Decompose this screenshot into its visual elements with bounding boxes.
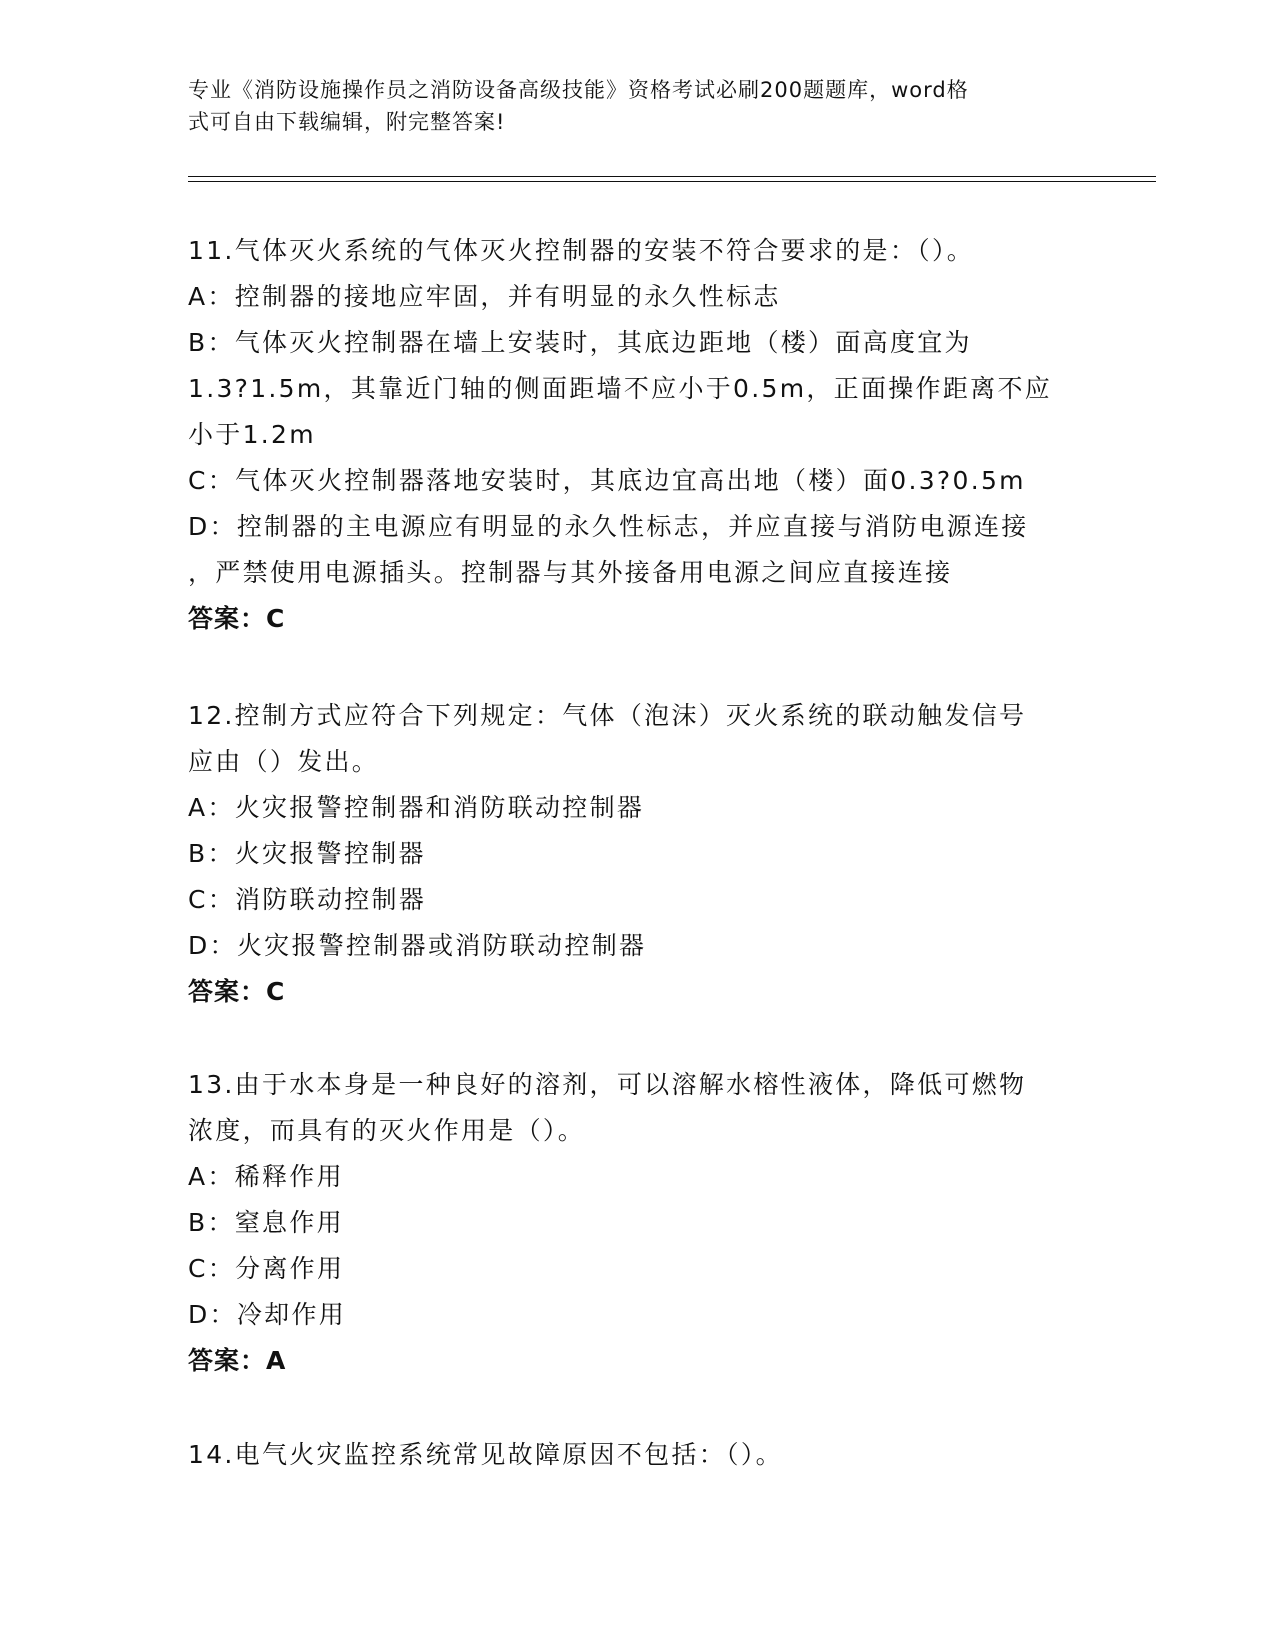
question-12-option-a: A：火灾报警控制器和消防联动控制器 xyxy=(188,793,645,822)
question-12 xyxy=(188,693,1078,1015)
question-13-option-b: B：窒息作用 xyxy=(188,1208,344,1237)
header-line-2: 式可自由下载编辑，附完整答案! xyxy=(188,110,506,134)
question-13-answer: 答案：A xyxy=(188,1346,287,1375)
question-12-option-b: B：火灾报警控制器 xyxy=(188,839,426,868)
question-11-answer: 答案：C xyxy=(188,604,286,633)
question-12-stem-cont: 应由（）发出。 xyxy=(188,747,380,776)
question-11-option-b-cont: 1.3?1.5m，其靠近门轴的侧面距墙不应小于0.5m，正面操作距离不应 xyxy=(188,374,1053,403)
question-11-option-d: D：控制器的主电源应有明显的永久性标志，并应直接与消防电源连接 xyxy=(188,512,1029,541)
question-11 xyxy=(188,228,1078,642)
question-14 xyxy=(188,1432,1078,1478)
question-13-option-d: D：冷却作用 xyxy=(188,1300,347,1329)
question-11-stem: 11.气体灭火系统的气体灭火控制器的安装不符合要求的是：（）。 xyxy=(188,236,975,265)
question-11-option-b: B：气体灭火控制器在墙上安装时，其底边距地（楼）面高度宜为 xyxy=(188,328,972,357)
question-12-option-c: C：消防联动控制器 xyxy=(188,885,427,914)
question-12-answer: 答案：C xyxy=(188,977,286,1006)
header-divider-bottom xyxy=(188,181,1156,182)
question-13-stem-cont: 浓度，而具有的灭火作用是（）。 xyxy=(188,1116,586,1145)
question-13-option-a: A：稀释作用 xyxy=(188,1162,344,1191)
question-13-option-c: C：分离作用 xyxy=(188,1254,345,1283)
question-13-stem: 13.由于水本身是一种良好的溶剂，可以溶解水榕性液体，降低可燃物 xyxy=(188,1070,1027,1099)
question-11-option-b-cont2: 小于1.2m xyxy=(188,420,316,449)
question-13 xyxy=(188,1062,1078,1384)
question-11-option-a: A：控制器的接地应牢固，并有明显的永久性标志 xyxy=(188,282,781,311)
document-header-note xyxy=(188,74,1088,138)
question-12-option-d: D：火灾报警控制器或消防联动控制器 xyxy=(188,931,647,960)
question-14-stem: 14.电气火灾监控系统常见故障原因不包括：（）。 xyxy=(188,1440,783,1469)
question-11-option-d-cont: ，严禁使用电源插头。控制器与其外接备用电源之间应直接连接 xyxy=(188,558,953,587)
question-11-option-c: C：气体灭火控制器落地安装时，其底边宜高出地（楼）面0.3?0.5m xyxy=(188,466,1026,495)
header-line-1: 专业《消防设施操作员之消防设备高级技能》资格考试必刷200题题库，word格 xyxy=(188,78,969,102)
header-divider-top xyxy=(188,176,1156,177)
question-12-stem: 12.控制方式应符合下列规定：气体（泡沫）灭火系统的联动触发信号 xyxy=(188,701,1027,730)
